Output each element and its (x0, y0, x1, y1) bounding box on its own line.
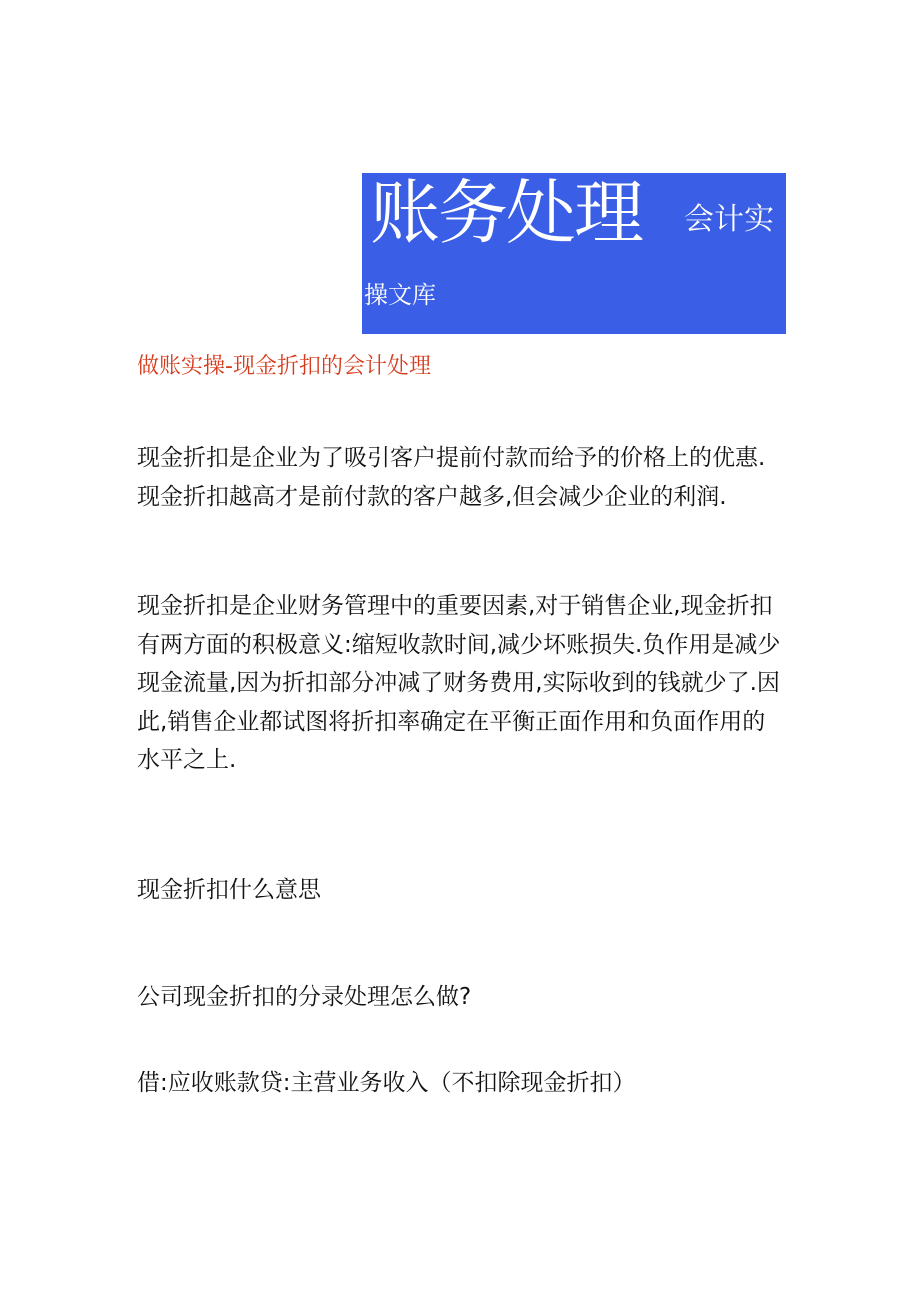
section-heading-meaning: 现金折扣什么意思 (137, 877, 321, 903)
banner-title-line2: 操文库 (364, 281, 436, 309)
paragraph-line: 有两方面的积极意义:缩短收款时间,减少坏账损失.负作用是减少 (137, 631, 781, 658)
journal-entry-line: 借:应收账款贷:主营业务收入（不扣除现金折扣） (137, 1070, 636, 1096)
section-heading-entry: 公司现金折扣的分录处理怎么做? (137, 984, 472, 1010)
paragraph-line: 现金流量,因为折扣部分冲减了财务费用,实际收到的钱就少了.因 (137, 670, 780, 696)
paragraph-line: 现金折扣越高才是前付款的客户越多,但会减少企业的利润. (137, 483, 727, 510)
banner-main-title: 账务处理 (370, 173, 642, 254)
paragraph-line: 此,销售企业都试图将折扣率确定在平衡正面作用和负面作用的 (137, 708, 766, 735)
paragraph-line: 水平之上. (137, 747, 237, 773)
paragraph-line: 现金折扣是企业财务管理中的重要因素,对于销售企业,现金折扣 (137, 593, 773, 619)
banner-title-tail: 会计实 (684, 202, 774, 237)
paragraph-intro (137, 439, 797, 516)
title-banner (362, 173, 786, 334)
article-subtitle: 做账实操-现金折扣的会计处理 (137, 354, 431, 379)
paragraph-significance (137, 587, 797, 780)
paragraph-line: 现金折扣是企业为了吸引客户提前付款而给予的价格上的优惠. (137, 445, 766, 471)
